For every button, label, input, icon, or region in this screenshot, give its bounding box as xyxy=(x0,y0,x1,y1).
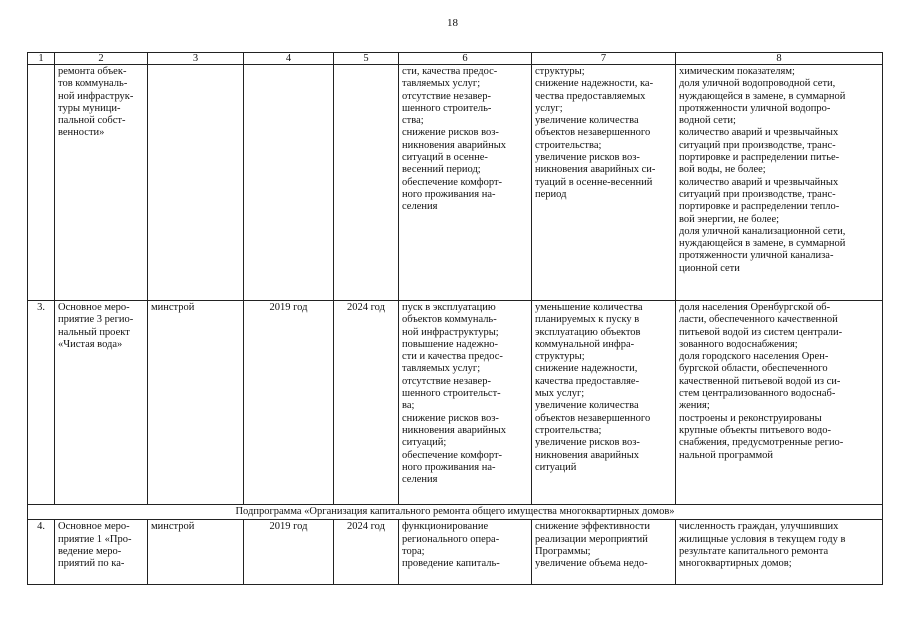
text-line: ведение меро- xyxy=(58,545,122,557)
text-line: «Чистая вода» xyxy=(58,338,123,350)
text-line: ситуаций при производстве, транс- xyxy=(679,188,836,200)
text-line: питьевой водой из систем централи- xyxy=(679,326,843,338)
text-line: никновения аварийных xyxy=(402,424,507,436)
text-line: снижение рисков воз- xyxy=(402,127,499,139)
consequences xyxy=(532,301,676,505)
text-line: ситуаций в осенне- xyxy=(402,152,488,164)
header-cell: 2 xyxy=(55,53,148,65)
text-line: ной инфраструк- xyxy=(58,90,134,102)
text-line: проведение капиталь- xyxy=(402,558,500,570)
text-line: ситуаций при производстве, транс- xyxy=(679,139,836,151)
indicators xyxy=(676,520,883,585)
text-line: Основное меро- xyxy=(58,521,130,533)
table-row-continued xyxy=(28,65,883,301)
text-line: строительства; xyxy=(535,139,602,151)
text-line: доля уличной водопроводной сети, xyxy=(679,78,836,90)
text-line: планируемых к пуску в xyxy=(535,314,640,326)
text-line: количество аварий и чрезвычайных xyxy=(679,127,839,139)
text-line: качества предоставляе- xyxy=(535,375,640,387)
start-year: 2019 год xyxy=(244,301,334,505)
text-line: зованного водоснабжения; xyxy=(679,338,798,350)
text-line: ного проживания на- xyxy=(402,188,496,200)
text-line: коммунальной инфра- xyxy=(535,338,635,350)
text-line: стем централизованного водоснаб- xyxy=(679,388,836,400)
measure-name xyxy=(55,301,148,505)
expected-result xyxy=(399,65,532,301)
text-line: повышение надежно- xyxy=(402,338,499,350)
header-cell: 5 xyxy=(334,53,399,65)
end-year xyxy=(334,65,399,301)
text-line: весенний период; xyxy=(402,164,481,176)
text-line: приятие 1 «Про- xyxy=(58,533,132,545)
text-line: Программы; xyxy=(535,545,591,557)
row-number: 4. xyxy=(28,520,55,585)
text-line: селения xyxy=(402,474,438,486)
text-line: бургской области, обеспеченного xyxy=(679,363,828,375)
text-line: никновения аварийных си- xyxy=(535,164,656,176)
end-year: 2024 год xyxy=(334,520,399,585)
text-line: химическим показателям; xyxy=(679,66,795,77)
text-line: нуждающейся в замене, в суммарной xyxy=(679,238,846,250)
text-line: ного проживания на- xyxy=(402,461,496,473)
text-line: селения xyxy=(402,201,438,213)
text-line: увеличение количества xyxy=(535,115,639,127)
text-line: качественной питьевой водой из си- xyxy=(679,375,841,387)
text-line: многоквартирных домов; xyxy=(679,558,792,570)
expected-result xyxy=(399,301,532,505)
text-line: туаций в осенне-весенний xyxy=(535,176,653,188)
text-line: тора; xyxy=(402,545,425,557)
consequences xyxy=(532,520,676,585)
text-line: объектов незавершенного xyxy=(535,127,651,139)
text-line: никновения аварийных xyxy=(535,449,640,461)
text-line: ремонта объек- xyxy=(58,66,127,77)
text-line: обеспечение комфорт- xyxy=(402,176,503,188)
text-line: структуры; xyxy=(535,351,585,363)
row-number: 3. xyxy=(28,301,55,505)
text-line: вой энергии, не более; xyxy=(679,213,780,225)
text-line: ва; xyxy=(402,400,415,412)
text-line: венности» xyxy=(58,127,105,139)
text-line: доля уличной канализационной сети, xyxy=(679,225,846,237)
text-line: тов коммуналь- xyxy=(58,78,128,90)
text-line: ситуаций xyxy=(535,461,577,473)
text-line: нальной программой xyxy=(679,449,774,461)
text-line: водной сети; xyxy=(679,115,736,127)
header-cell: 3 xyxy=(148,53,244,65)
text-line: шенного строительст- xyxy=(402,388,501,400)
header-row xyxy=(28,53,883,65)
text-line: структуры; xyxy=(535,66,585,77)
text-line: протяженности уличной водопро- xyxy=(679,102,831,114)
text-line: отсутствие незавер- xyxy=(402,375,491,387)
text-line: реализации мероприятий xyxy=(535,533,648,545)
header-cell: 8 xyxy=(676,53,883,65)
text-line: портировке и распределении тепло- xyxy=(679,201,840,213)
text-line: ласти, обеспеченного качественной xyxy=(679,314,838,326)
text-line: жения; xyxy=(679,400,710,412)
text-line: доля населения Оренбургской об- xyxy=(679,302,831,313)
subprogram-title: Подпрограмма «Организация капитального ремонта общего имущества многоквартирных домов» xyxy=(28,505,883,520)
header-cell: 1 xyxy=(28,53,55,65)
text-line: отсутствие незавер- xyxy=(402,90,491,102)
measure-name xyxy=(55,520,148,585)
text-line: количество аварий и чрезвычайных xyxy=(679,176,839,188)
text-line: уменьшение количества xyxy=(535,302,643,313)
text-line: нальный проект xyxy=(58,326,130,338)
start-year xyxy=(244,65,334,301)
text-line: результате капитального ремонта xyxy=(679,545,829,557)
text-line: снижение рисков воз- xyxy=(402,412,499,424)
text-line: мых услуг; xyxy=(535,388,585,400)
indicators xyxy=(676,65,883,301)
text-line: чества предоставляемых xyxy=(535,90,646,102)
text-line: ционной сети xyxy=(679,262,740,274)
text-line: пальной собст- xyxy=(58,115,126,127)
executor: минстрой xyxy=(148,520,244,585)
text-line: снижение надежности, xyxy=(535,363,638,375)
text-line: увеличение рисков воз- xyxy=(535,437,640,449)
text-line: приятие 3 регио- xyxy=(58,314,134,326)
text-line: вой воды, не более; xyxy=(679,164,766,176)
text-line: увеличение объема недо- xyxy=(535,558,648,570)
text-line: крупные объекты питьевого водо- xyxy=(679,424,831,436)
header-cell: 4 xyxy=(244,53,334,65)
text-line: строительства; xyxy=(535,424,602,436)
text-line: построены и реконструированы xyxy=(679,412,822,424)
text-line: доля городского населения Орен- xyxy=(679,351,829,363)
text-line: снижение надежности, ка- xyxy=(535,78,654,90)
text-line: нуждающейся в замене, в суммарной xyxy=(679,90,846,102)
header-cell: 6 xyxy=(399,53,532,65)
text-line: увеличение количества xyxy=(535,400,639,412)
text-line: ной инфраструктуры; xyxy=(402,326,499,338)
expected-result xyxy=(399,520,532,585)
end-year: 2024 год xyxy=(334,301,399,505)
text-line: приятий по ка- xyxy=(58,558,125,570)
start-year: 2019 год xyxy=(244,520,334,585)
program-table xyxy=(27,52,883,585)
text-line: шенного строитель- xyxy=(402,102,492,114)
text-line: обеспечение комфорт- xyxy=(402,449,503,461)
text-line: увеличение рисков воз- xyxy=(535,152,640,164)
measure-name xyxy=(55,65,148,301)
text-line: снабжения, предусмотренные регио- xyxy=(679,437,844,449)
text-line: тавляемых услуг; xyxy=(402,363,481,375)
text-line: функционирование xyxy=(402,521,489,533)
consequences xyxy=(532,65,676,301)
header-cell: 7 xyxy=(532,53,676,65)
indicators xyxy=(676,301,883,505)
text-line: ситуаций; xyxy=(402,437,447,449)
text-line: объектов коммуналь- xyxy=(402,314,497,326)
row-number xyxy=(28,65,55,301)
subprogram-row xyxy=(28,505,883,520)
text-line: сти, качества предос- xyxy=(402,66,498,77)
text-line: снижение эффективности xyxy=(535,521,650,533)
executor: минстрой xyxy=(148,301,244,505)
text-line: никновения аварийных xyxy=(402,139,507,151)
page-number: 18 xyxy=(447,17,458,29)
table-row xyxy=(28,520,883,585)
text-line: протяженности уличной канализа- xyxy=(679,250,834,262)
text-line: период xyxy=(535,188,567,200)
text-line: численность граждан, улучшивших xyxy=(679,521,839,533)
table-row xyxy=(28,301,883,505)
text-line: жилищные условия в текущем году в xyxy=(679,533,846,545)
text-line: сти и качества предос- xyxy=(402,351,503,363)
text-line: пуск в эксплуатацию xyxy=(402,302,496,313)
text-line: туры муници- xyxy=(58,102,121,114)
text-line: Основное меро- xyxy=(58,302,130,313)
text-line: услуг; xyxy=(535,102,563,114)
text-line: портировке и распределении питье- xyxy=(679,152,840,164)
text-line: ства; xyxy=(402,115,424,127)
text-line: регионального опера- xyxy=(402,533,500,545)
executor xyxy=(148,65,244,301)
text-line: эксплуатацию объектов xyxy=(535,326,641,338)
text-line: объектов незавершенного xyxy=(535,412,651,424)
text-line: тавляемых услуг; xyxy=(402,78,481,90)
